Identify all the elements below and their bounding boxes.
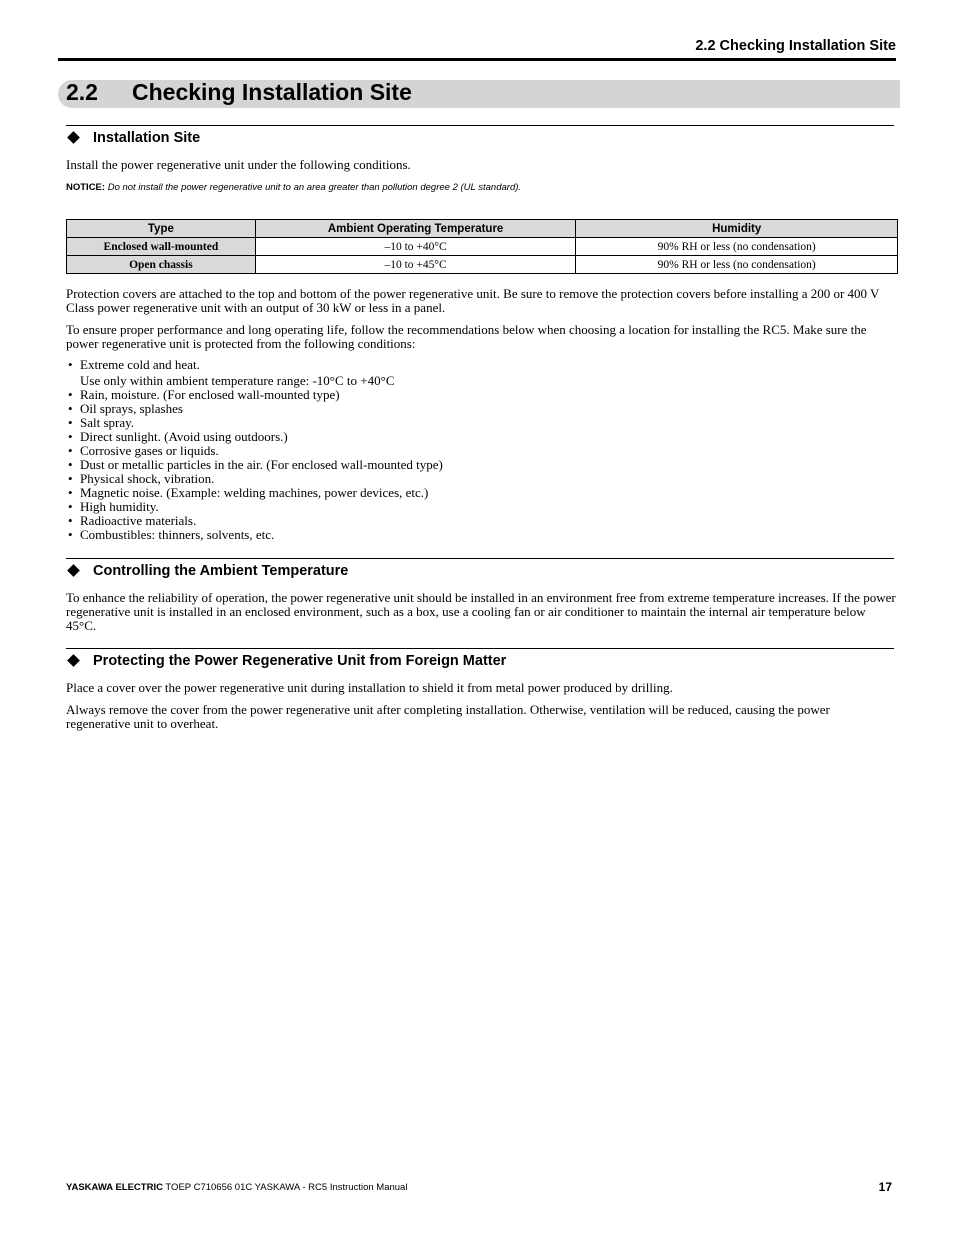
list-item-text: Dust or metallic particles in the air. (For enclosed wall-mounted type) [80,457,443,472]
section-number: 2.2 [66,79,98,105]
bullet-marker: • [68,387,73,402]
list-item-text: Physical shock, vibration. [80,471,215,486]
diamond-bullet-icon [67,654,80,667]
list-item [66,358,886,388]
bullet-marker: • [68,499,73,514]
bullet-marker: • [68,443,73,458]
list-item-subtext: Use only within ambient temperature range: -10°C to +40°C [80,373,395,388]
list-item [66,514,886,528]
foreign-matter-heading [66,652,506,670]
foreign-matter-paragraph-1: Place a cover over the power regenerative unit during installation to shield it from metal power produced by drilling. [66,680,673,695]
list-item [66,444,886,458]
ambient-temperature-heading-text: Controlling the Ambient Temperature [93,563,349,579]
list-item [66,430,886,444]
footer-brand: YASKAWA ELECTRIC [66,1182,163,1193]
bullet-marker: • [68,357,73,372]
running-header: 2.2 Checking Installation Site [695,38,896,54]
list-item [66,458,886,472]
ambient-temperature-paragraph: To enhance the reliability of operation, the power regenerative unit should be installed in an environment free from extreme temperature increases. If the power regenerative unit is installed in an enclosed environment, such as a box, use a cooling fan or air conditioner to maintain the internal air temperature below 45°C. [66,590,896,633]
installation-intro: Install the power regenerative unit under the following conditions. [66,157,411,172]
foreign-matter-paragraph-2: Always remove the cover from the power regenerative unit after completing installation. Otherwise, ventilation will be reduced, causing the power regenerative unit to overheat. [66,702,830,731]
list-item [66,416,886,430]
list-item-text: Oil sprays, splashes [80,401,183,416]
page-number: 17 [878,1180,892,1194]
list-item [66,388,886,402]
table-row [67,256,898,274]
bullet-marker: • [68,429,73,444]
ambient-temperature-heading [66,562,348,580]
table-header-type: Type [67,220,256,238]
list-item-text: Magnetic noise. (Example: welding machines, power devices, etc.) [80,485,429,500]
list-item [66,402,886,416]
list-item [66,472,886,486]
list-item [66,528,886,542]
installation-site-heading [66,129,200,147]
table-header-row [67,220,898,238]
list-item-text: Corrosive gases or liquids. [80,443,219,458]
section-title-bar [58,80,900,108]
table-cell-humidity: 90% RH or less (no condensation) [576,238,898,256]
table-cell-type: Open chassis [67,256,256,274]
footer [66,1182,407,1193]
bullet-marker: • [68,401,73,416]
list-item-text: Radioactive materials. [80,513,197,528]
table-header-humidity: Humidity [576,220,898,238]
foreign-matter-heading-text: Protecting the Power Regenerative Unit from Foreign Matter [93,653,507,669]
header-rule [58,58,896,61]
section-rule [66,648,894,649]
bullet-marker: • [68,471,73,486]
list-item-text: Direct sunlight. (Avoid using outdoors.) [80,429,288,444]
bullet-marker: • [68,415,73,430]
list-item [66,486,886,500]
diamond-bullet-icon [67,564,80,577]
table-row [67,238,898,256]
section-rule [66,558,894,559]
table-cell-temperature: –10 to +40°C [255,238,576,256]
list-item-text: Extreme cold and heat. [80,357,200,372]
table-cell-type: Enclosed wall-mounted [67,238,256,256]
bullet-marker: • [68,513,73,528]
section-rule [66,125,894,126]
list-item [66,500,886,514]
diamond-bullet-icon [67,131,80,144]
protection-covers-paragraph: Protection covers are attached to the top and bottom of the power regenerative unit. Be sure to remove the protection covers before installing a 200 or 400 V Class power regenerative unit with an output of 30 kW or less in a panel. [66,286,880,315]
location-paragraph: To ensure proper performance and long operating life, follow the recommendations below when choosing a location for installing the RC5. Make sure the power regenerative unit is protected from the following conditions: [66,322,867,351]
table-cell-humidity: 90% RH or less (no condensation) [576,256,898,274]
table-cell-temperature: –10 to +45°C [255,256,576,274]
bullet-marker: • [68,527,73,542]
conditions-list [66,358,886,542]
bullet-marker: • [68,485,73,500]
bullet-marker: • [68,457,73,472]
list-item-text: Rain, moisture. (For enclosed wall-mounted type) [80,387,340,402]
notice-text: Do not install the power regenerative unit to an area greater than pollution degree 2 (UL standard). [107,182,522,193]
notice [66,182,896,194]
list-item-text: Salt spray. [80,415,135,430]
notice-label: NOTICE: [66,182,106,193]
installation-conditions-table [66,219,898,274]
list-item-text: High humidity. [80,499,159,514]
installation-site-heading-text: Installation Site [93,130,201,146]
list-item-text: Combustibles: thinners, solvents, etc. [80,527,275,542]
footer-document: TOEP C710656 01C YASKAWA - RC5 Instruction Manual [162,1182,408,1193]
page-title: Checking Installation Site [132,79,412,105]
table-header-temperature: Ambient Operating Temperature [255,220,576,238]
